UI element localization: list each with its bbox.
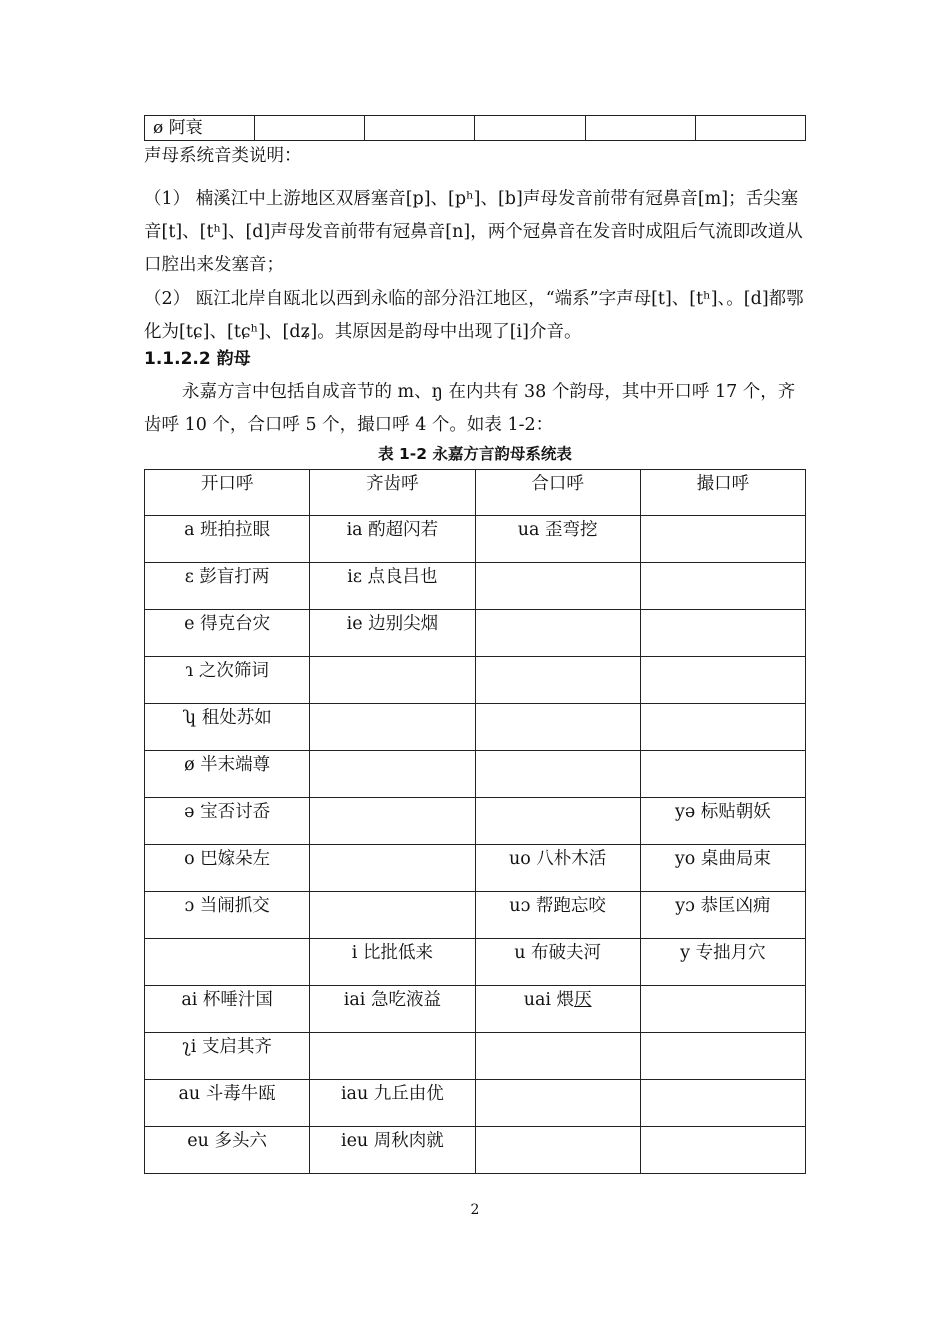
table-cell: [475, 563, 640, 610]
table-cell: [640, 657, 805, 704]
table-cell: [475, 116, 585, 141]
table-cell: ieu 周秋肉就: [310, 1127, 475, 1174]
table-cell: [640, 516, 805, 563]
table-cell: [475, 798, 640, 845]
table-cell: [475, 704, 640, 751]
table-cell: o 巴嫁朵左: [145, 845, 310, 892]
initials-notes-lead: 声母系统音类说明：: [144, 146, 302, 166]
table-cell: ia 酌超闪若: [310, 516, 475, 563]
table-cell: [640, 704, 805, 751]
table-cell: ɛ 彭盲打两: [145, 563, 310, 610]
table-cell: [640, 1127, 805, 1174]
table-cell: [310, 751, 475, 798]
table-cell: iɛ 点良吕也: [310, 563, 475, 610]
table-cell: [310, 1033, 475, 1080]
table-cell: y 专拙月穴: [640, 939, 805, 986]
table-row: [145, 939, 806, 986]
table-row: [145, 1127, 806, 1174]
page-number: 2: [470, 1202, 480, 1218]
table-cell: ie 边别尖烟: [310, 610, 475, 657]
table-cell: ə 宝否讨岙: [145, 798, 310, 845]
table-row: [145, 798, 806, 845]
table-cell: i 比批低来: [310, 939, 475, 986]
body-paragraph: 永嘉方言中包括自成音节的 m、ŋ 在内共有 38 个韵母，其中开口呼 17 个，齐齿呼 10 个，合口呼 5 个，撮口呼 4 个。如表 1-2：: [144, 382, 796, 435]
table-row: [145, 563, 806, 610]
table-cell: ɔ 当闹抓交: [145, 892, 310, 939]
table-cell: [475, 751, 640, 798]
table-cell: iau 九丘由优: [310, 1080, 475, 1127]
table-cell: [695, 116, 805, 141]
table-row: [145, 657, 806, 704]
table-cell: ø 半末端尊: [145, 751, 310, 798]
table-cell: ua 歪弯挖: [475, 516, 640, 563]
table-header-row: [145, 470, 806, 516]
table-cell: uo 八朴木活: [475, 845, 640, 892]
column-header: 开口呼: [145, 470, 310, 516]
table-cell: [475, 610, 640, 657]
cell-text: uai 煨: [523, 990, 575, 1010]
table-cell: iai 急吃液益: [310, 986, 475, 1033]
underlined-char: 厌: [574, 990, 592, 1010]
table-cell: [475, 657, 640, 704]
initials-note-2: （2） 瓯江北岸自瓯北以西到永临的部分沿江地区，“端系”字声母[t]、[tʰ]、。[d]都鄂化为[tɕ]、[tɕʰ]、[dʑ]。其原因是韵母中出现了[i]介音。: [144, 289, 804, 342]
table-row: [145, 892, 806, 939]
table-cell: [310, 704, 475, 751]
table-cell: eu 多头六: [145, 1127, 310, 1174]
table-row: [145, 516, 806, 563]
table-cell: [585, 116, 695, 141]
table-row: [145, 751, 806, 798]
table-row: [145, 1080, 806, 1127]
table-row: [145, 845, 806, 892]
section-heading: 1.1.2.2 韵母: [144, 349, 251, 369]
table-row: [145, 116, 806, 141]
table-row: [145, 704, 806, 751]
table-cell: [365, 116, 475, 141]
table-cell: [640, 751, 805, 798]
table-cell: [475, 1080, 640, 1127]
table-caption: 表 1-2 永嘉方言韵母系统表: [378, 445, 572, 463]
table-cell: a 班拍拉眼: [145, 516, 310, 563]
table-row: [145, 986, 806, 1033]
table-cell: [475, 1033, 640, 1080]
table-cell: yo 桌曲局束: [640, 845, 805, 892]
table-cell: uɔ 帮跑忘咬: [475, 892, 640, 939]
table-cell: [475, 1127, 640, 1174]
table-cell: au 斗毒牛瓯: [145, 1080, 310, 1127]
table-cell: [310, 845, 475, 892]
table-cell: ɿ 之次筛词: [145, 657, 310, 704]
initials-note-1: （1） 楠溪江中上游地区双唇塞音[p]、[pʰ]、[b]声母发音前带有冠鼻音[m]；舌尖塞音[t]、[tʰ]、[d]声母发音前带有冠鼻音[n]，两个冠鼻音在发音时成阻后气流即改道从口腔出来发塞音；: [144, 189, 803, 275]
table-cell: [145, 939, 310, 986]
column-header: 合口呼: [475, 470, 640, 516]
table-cell: [475, 986, 640, 1033]
table-cell: ʮ 租处苏如: [145, 704, 310, 751]
initials-table-fragment: [144, 115, 806, 141]
table-cell: yə 标贴朝妖: [640, 798, 805, 845]
table-cell: yɔ 恭匡凶痈: [640, 892, 805, 939]
finals-table: [144, 469, 806, 1174]
table-cell: [310, 798, 475, 845]
finals-table-body: [145, 516, 806, 1174]
table-cell: ø 阿衰: [145, 116, 255, 141]
table-cell: [310, 657, 475, 704]
table-cell: e 得克台灾: [145, 610, 310, 657]
table-cell: [640, 610, 805, 657]
table-row: [145, 1033, 806, 1080]
table-row: [145, 610, 806, 657]
column-header: 撮口呼: [640, 470, 805, 516]
table-cell: [255, 116, 365, 141]
table-cell: [310, 892, 475, 939]
table-cell: u 布破夫河: [475, 939, 640, 986]
table-cell: [640, 1080, 805, 1127]
table-cell: ʅi 支启其齐: [145, 1033, 310, 1080]
column-header: 齐齿呼: [310, 470, 475, 516]
table-cell: [640, 563, 805, 610]
table-cell: [640, 1033, 805, 1080]
table-cell: [640, 986, 805, 1033]
table-cell: ai 杯唾汁国: [145, 986, 310, 1033]
